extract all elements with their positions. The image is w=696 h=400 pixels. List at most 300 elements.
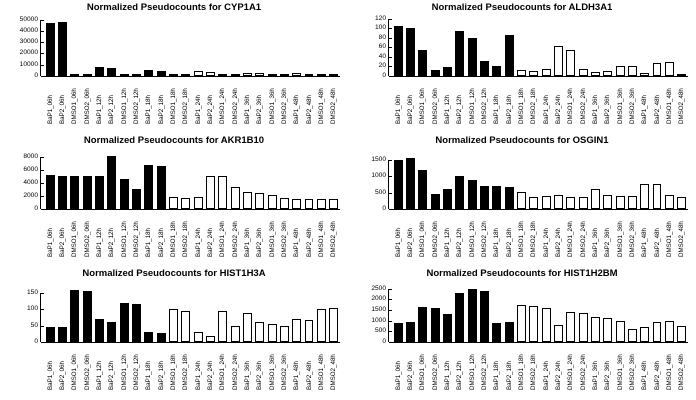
x-tick-label: BaP1_48h xyxy=(641,361,649,390)
bar xyxy=(394,26,403,76)
x-tick-cell xyxy=(651,344,663,390)
bar xyxy=(58,22,67,76)
bar xyxy=(628,329,637,342)
x-tick-label: DMSO2_36h xyxy=(280,88,288,124)
x-tick-cell xyxy=(143,344,155,390)
bar xyxy=(603,195,612,209)
bar-column xyxy=(241,14,253,76)
x-tick-label: DMSO2_36h xyxy=(628,354,636,390)
bar-column xyxy=(626,14,638,76)
bar xyxy=(243,313,252,342)
y-axis xyxy=(0,14,44,79)
y-axis-line xyxy=(388,160,389,209)
x-tick-cell xyxy=(118,78,130,124)
y-tick-label: 150 xyxy=(26,289,38,297)
bar xyxy=(418,170,427,209)
x-tick-cell xyxy=(676,78,688,124)
x-tick-label: BaP2_48h xyxy=(653,361,661,390)
x-tick-label: DMSO1_48h xyxy=(317,221,325,257)
y-tick-label: 6000 xyxy=(23,165,38,173)
bar-column xyxy=(565,14,577,76)
x-tick-label: DMSO1_06h xyxy=(71,354,79,390)
bar-series xyxy=(44,14,340,76)
bar-column xyxy=(155,147,167,209)
bar xyxy=(317,309,326,342)
x-tick-cell xyxy=(291,344,303,390)
x-tick-cell xyxy=(429,344,441,390)
bar-column xyxy=(503,14,515,76)
bar-column xyxy=(602,14,614,76)
bar-column xyxy=(303,280,315,342)
x-tick-label: DMSO1_12h xyxy=(468,221,476,257)
x-tick-label: BaP2_24h xyxy=(554,95,562,124)
x-tick-cell xyxy=(241,78,253,124)
x-tick-cell xyxy=(466,344,478,390)
bar xyxy=(83,291,92,342)
x-tick-cell xyxy=(639,211,651,257)
bar-column xyxy=(241,147,253,209)
x-tick-cell xyxy=(81,344,93,390)
bar-column xyxy=(44,147,56,209)
y-axis xyxy=(0,147,44,212)
bar-column xyxy=(106,280,118,342)
bar-column xyxy=(454,14,466,76)
bar-column xyxy=(106,147,118,209)
x-tick-cell xyxy=(155,78,167,124)
x-tick-cell xyxy=(392,78,404,124)
bar-column xyxy=(130,280,142,342)
bar xyxy=(603,318,612,342)
bar xyxy=(95,176,104,209)
y-axis xyxy=(0,280,44,345)
x-tick-label: BaP1_06h xyxy=(46,228,54,257)
x-tick-label: DMSO1_36h xyxy=(616,88,624,124)
x-tick-cell xyxy=(528,78,540,124)
bar-column xyxy=(429,280,441,342)
x-tick-label: DMSO1_48h xyxy=(317,88,325,124)
x-tick-label: BaP1_18h xyxy=(145,228,153,257)
x-tick-label: DMSO1_24h xyxy=(219,354,227,390)
bar xyxy=(107,156,116,209)
x-tick-cell xyxy=(565,78,577,124)
x-tick-label: DMSO2_18h xyxy=(182,221,190,257)
bar-column xyxy=(204,14,216,76)
bar-column xyxy=(552,147,564,209)
x-tick-label: DMSO1_12h xyxy=(120,354,128,390)
x-tick-label: DMSO2_24h xyxy=(231,221,239,257)
bar xyxy=(628,66,637,76)
bar xyxy=(194,332,203,342)
bar xyxy=(653,63,662,76)
x-tick-cell xyxy=(229,78,241,124)
bar xyxy=(480,61,489,76)
x-tick-label: DMSO1_12h xyxy=(468,354,476,390)
x-tick-cell xyxy=(315,211,327,257)
bar-column xyxy=(81,147,93,209)
x-tick-label: BaP1_24h xyxy=(542,228,550,257)
chart-title: Normalized Pseudocounts for HIST1H2BM xyxy=(426,268,618,279)
bar-column xyxy=(241,280,253,342)
x-tick-cell xyxy=(217,344,229,390)
x-tick-cell xyxy=(81,211,93,257)
x-tick-cell xyxy=(626,78,638,124)
y-tick-label: 4000 xyxy=(23,178,38,186)
bar-column xyxy=(663,147,675,209)
x-tick-label: BaP1_24h xyxy=(194,361,202,390)
x-tick-label: BaP1_12h xyxy=(443,95,451,124)
y-tick-label: 60 xyxy=(378,43,386,51)
x-tick-cell xyxy=(106,78,118,124)
bar-column xyxy=(676,14,688,76)
bar xyxy=(268,324,277,342)
bar-column xyxy=(491,280,503,342)
bar xyxy=(132,189,141,209)
x-tick-label: BaP1_36h xyxy=(591,361,599,390)
x-tick-cell xyxy=(454,211,466,257)
x-tick-label: DMSO2_12h xyxy=(132,354,140,390)
y-tick-label: 0 xyxy=(382,205,386,212)
bar xyxy=(591,189,600,209)
x-tick-cell xyxy=(328,344,340,390)
x-tick-cell xyxy=(441,211,453,257)
y-tick-label: 10000 xyxy=(19,60,38,68)
x-tick-cell xyxy=(441,344,453,390)
x-tick-label: BaP2_06h xyxy=(406,228,414,257)
chart-panel xyxy=(0,0,348,133)
bar-column xyxy=(167,14,179,76)
x-tick-label: BaP2_12h xyxy=(456,361,464,390)
chart-panel xyxy=(348,133,696,266)
y-axis-line xyxy=(388,289,389,342)
bar xyxy=(231,187,240,209)
bar-column xyxy=(192,147,204,209)
bar-column xyxy=(229,14,241,76)
chart-title: Normalized Pseudocounts for CYP1A1 xyxy=(86,2,262,13)
x-tick-label: DMSO2_12h xyxy=(132,221,140,257)
y-tick-label: 100 xyxy=(26,305,38,313)
bar xyxy=(406,322,415,342)
bar xyxy=(157,166,166,209)
x-tick-label: BaP1_18h xyxy=(145,95,153,124)
bar-column xyxy=(130,147,142,209)
bar xyxy=(280,198,289,209)
bar xyxy=(431,194,440,209)
bar-column xyxy=(180,14,192,76)
bar xyxy=(218,176,227,209)
x-tick-label: DMSO1_18h xyxy=(517,221,525,257)
x-tick-cell xyxy=(192,211,204,257)
x-tick-label: BaP2_24h xyxy=(206,361,214,390)
bar xyxy=(566,50,575,76)
x-tick-label: BaP1_12h xyxy=(443,361,451,390)
x-tick-label: DMSO2_12h xyxy=(480,88,488,124)
bar xyxy=(95,319,104,342)
bar xyxy=(554,325,563,342)
x-axis xyxy=(392,211,688,257)
y-tick-label: 50 xyxy=(30,321,38,329)
bar-column xyxy=(167,280,179,342)
bar-column xyxy=(614,14,626,76)
bar xyxy=(46,175,55,209)
x-tick-label: DMSO1_06h xyxy=(419,354,427,390)
x-tick-cell xyxy=(676,211,688,257)
bar xyxy=(677,197,686,209)
x-tick-label: BaP2_18h xyxy=(157,361,165,390)
bar-column xyxy=(676,280,688,342)
bar xyxy=(542,69,551,76)
x-tick-label: BaP1_24h xyxy=(194,228,202,257)
x-tick-label: BaP2_36h xyxy=(256,361,264,390)
x-tick-label: BaP1_24h xyxy=(542,95,550,124)
x-tick-label: DMSO1_18h xyxy=(169,221,177,257)
x-tick-cell xyxy=(254,344,266,390)
x-tick-cell xyxy=(44,344,56,390)
x-tick-label: DMSO2_24h xyxy=(579,88,587,124)
bar-column xyxy=(503,147,515,209)
x-tick-label: DMSO1_36h xyxy=(616,221,624,257)
y-tick-label: 1500 xyxy=(371,305,386,313)
x-tick-cell xyxy=(429,78,441,124)
x-tick-cell xyxy=(155,211,167,257)
bar xyxy=(665,195,674,209)
x-axis xyxy=(44,78,340,124)
x-tick-label: BaP2_36h xyxy=(604,361,612,390)
x-tick-label: DMSO1_48h xyxy=(665,221,673,257)
bar-column xyxy=(404,147,416,209)
bar-column xyxy=(429,14,441,76)
bar-column xyxy=(602,147,614,209)
bar-column xyxy=(143,147,155,209)
bar-column xyxy=(589,14,601,76)
bar-column xyxy=(614,147,626,209)
y-tick-label: 1000 xyxy=(371,172,386,180)
bar-column xyxy=(180,280,192,342)
bar-column xyxy=(528,14,540,76)
bar-column xyxy=(315,280,327,342)
x-tick-label: BaP1_06h xyxy=(394,361,402,390)
x-tick-label: DMSO1_48h xyxy=(665,88,673,124)
x-tick-cell xyxy=(155,344,167,390)
bar xyxy=(394,160,403,209)
x-tick-cell xyxy=(663,344,675,390)
x-tick-cell xyxy=(291,211,303,257)
bar-column xyxy=(454,147,466,209)
x-tick-label: DMSO2_06h xyxy=(83,88,91,124)
x-tick-label: BaP1_36h xyxy=(243,361,251,390)
bar-column xyxy=(229,280,241,342)
x-tick-label: DMSO1_24h xyxy=(567,221,575,257)
bar xyxy=(640,327,649,342)
x-tick-cell xyxy=(229,344,241,390)
x-tick-cell xyxy=(217,211,229,257)
x-tick-label: BaP1_12h xyxy=(443,228,451,257)
x-tick-label: DMSO1_48h xyxy=(317,354,325,390)
x-tick-label: DMSO2_06h xyxy=(431,354,439,390)
y-tick-label: 0 xyxy=(34,338,38,345)
y-tick-label: 1000 xyxy=(371,316,386,324)
bar xyxy=(206,176,215,209)
bar-column xyxy=(217,14,229,76)
x-tick-cell xyxy=(167,78,179,124)
x-tick-label: DMSO2_18h xyxy=(182,88,190,124)
bar-column xyxy=(69,14,81,76)
bar-column xyxy=(204,147,216,209)
bar-column xyxy=(303,147,315,209)
bar-column xyxy=(328,280,340,342)
x-tick-cell xyxy=(429,211,441,257)
bar xyxy=(505,35,514,76)
x-tick-label: BaP1_24h xyxy=(194,95,202,124)
bar xyxy=(505,187,514,209)
bar-column xyxy=(93,14,105,76)
x-tick-cell xyxy=(180,78,192,124)
bar-column xyxy=(478,14,490,76)
x-tick-label: BaP2_48h xyxy=(653,95,661,124)
bar xyxy=(305,199,314,209)
bar xyxy=(455,176,464,209)
chart-title: Normalized Pseudocounts for AKR1B10 xyxy=(83,135,265,146)
x-tick-label: DMSO1_06h xyxy=(419,221,427,257)
bar xyxy=(517,305,526,342)
x-tick-cell xyxy=(266,78,278,124)
x-tick-label: BaP1_18h xyxy=(493,361,501,390)
x-tick-cell xyxy=(478,78,490,124)
bar xyxy=(616,66,625,76)
bar xyxy=(542,196,551,209)
x-tick-cell xyxy=(454,344,466,390)
x-tick-label: BaP2_24h xyxy=(206,228,214,257)
bar xyxy=(292,199,301,209)
bar xyxy=(83,176,92,209)
bar xyxy=(169,197,178,209)
bar xyxy=(120,179,129,209)
x-tick-cell xyxy=(278,344,290,390)
x-tick-label: DMSO2_36h xyxy=(280,354,288,390)
bar-series xyxy=(392,14,688,76)
x-axis xyxy=(44,211,340,257)
x-tick-label: DMSO1_12h xyxy=(120,88,128,124)
x-axis-line xyxy=(44,76,340,77)
x-tick-cell xyxy=(241,211,253,257)
x-tick-label: BaP2_48h xyxy=(305,95,313,124)
x-tick-label: DMSO2_06h xyxy=(431,221,439,257)
x-tick-cell xyxy=(589,78,601,124)
bar xyxy=(406,28,415,76)
bar xyxy=(480,291,489,342)
bar xyxy=(305,320,314,342)
x-tick-cell xyxy=(552,78,564,124)
bar xyxy=(169,309,178,342)
bar xyxy=(616,196,625,209)
x-tick-label: BaP1_12h xyxy=(95,95,103,124)
x-tick-cell xyxy=(93,344,105,390)
x-tick-label: DMSO1_24h xyxy=(219,88,227,124)
bar-column xyxy=(478,280,490,342)
bar xyxy=(329,308,338,342)
bar xyxy=(181,198,190,209)
x-tick-cell xyxy=(491,211,503,257)
bar-column xyxy=(663,280,675,342)
x-tick-cell xyxy=(93,78,105,124)
x-tick-label: BaP2_18h xyxy=(505,361,513,390)
bar-column xyxy=(192,280,204,342)
x-tick-cell xyxy=(217,78,229,124)
x-tick-cell xyxy=(130,78,142,124)
x-tick-cell xyxy=(663,211,675,257)
bar xyxy=(529,306,538,342)
bar xyxy=(144,332,153,342)
bar xyxy=(492,186,501,209)
x-tick-cell xyxy=(639,344,651,390)
chart-panel xyxy=(348,266,696,400)
x-tick-label: DMSO2_48h xyxy=(330,221,338,257)
y-axis xyxy=(348,147,392,212)
bar-column xyxy=(466,14,478,76)
bar-column xyxy=(663,14,675,76)
bar-column xyxy=(56,14,68,76)
bar-column xyxy=(404,280,416,342)
x-tick-cell xyxy=(56,78,68,124)
x-tick-label: BaP1_06h xyxy=(394,95,402,124)
x-tick-label: DMSO2_36h xyxy=(628,88,636,124)
bar-column xyxy=(466,147,478,209)
bar xyxy=(542,308,551,342)
y-axis-line xyxy=(40,20,41,76)
bar-column xyxy=(577,280,589,342)
x-tick-cell xyxy=(503,211,515,257)
x-tick-label: DMSO1_18h xyxy=(517,354,525,390)
bar-column xyxy=(155,14,167,76)
chart-panel xyxy=(0,266,348,400)
x-tick-cell xyxy=(130,344,142,390)
bar-column xyxy=(441,14,453,76)
x-tick-label: DMSO2_48h xyxy=(330,354,338,390)
x-tick-label: DMSO1_36h xyxy=(268,354,276,390)
x-tick-cell xyxy=(614,211,626,257)
x-tick-label: DMSO2_18h xyxy=(530,88,538,124)
bar-column xyxy=(417,280,429,342)
x-tick-label: DMSO2_24h xyxy=(231,88,239,124)
x-tick-label: BaP1_12h xyxy=(95,361,103,390)
y-tick-label: 50000 xyxy=(19,15,38,23)
x-tick-label: BaP2_06h xyxy=(58,361,66,390)
x-tick-label: BaP1_36h xyxy=(591,95,599,124)
bar xyxy=(58,327,67,342)
bar xyxy=(268,195,277,209)
bar-column xyxy=(266,147,278,209)
x-tick-label: BaP2_24h xyxy=(206,95,214,124)
bar-column xyxy=(180,147,192,209)
bar-column xyxy=(93,280,105,342)
bar xyxy=(157,333,166,342)
bar-column xyxy=(589,280,601,342)
bar-column xyxy=(614,280,626,342)
bar xyxy=(443,189,452,209)
bar xyxy=(255,193,264,209)
bar xyxy=(255,322,264,342)
x-tick-cell xyxy=(503,344,515,390)
bar xyxy=(394,323,403,342)
x-tick-cell xyxy=(528,211,540,257)
x-tick-label: BaP2_06h xyxy=(58,228,66,257)
x-tick-label: BaP1_06h xyxy=(46,95,54,124)
bar-column xyxy=(254,14,266,76)
bar-column xyxy=(639,147,651,209)
x-tick-cell xyxy=(93,211,105,257)
bar xyxy=(628,196,637,209)
bar-column xyxy=(266,14,278,76)
x-tick-label: BaP2_06h xyxy=(406,95,414,124)
